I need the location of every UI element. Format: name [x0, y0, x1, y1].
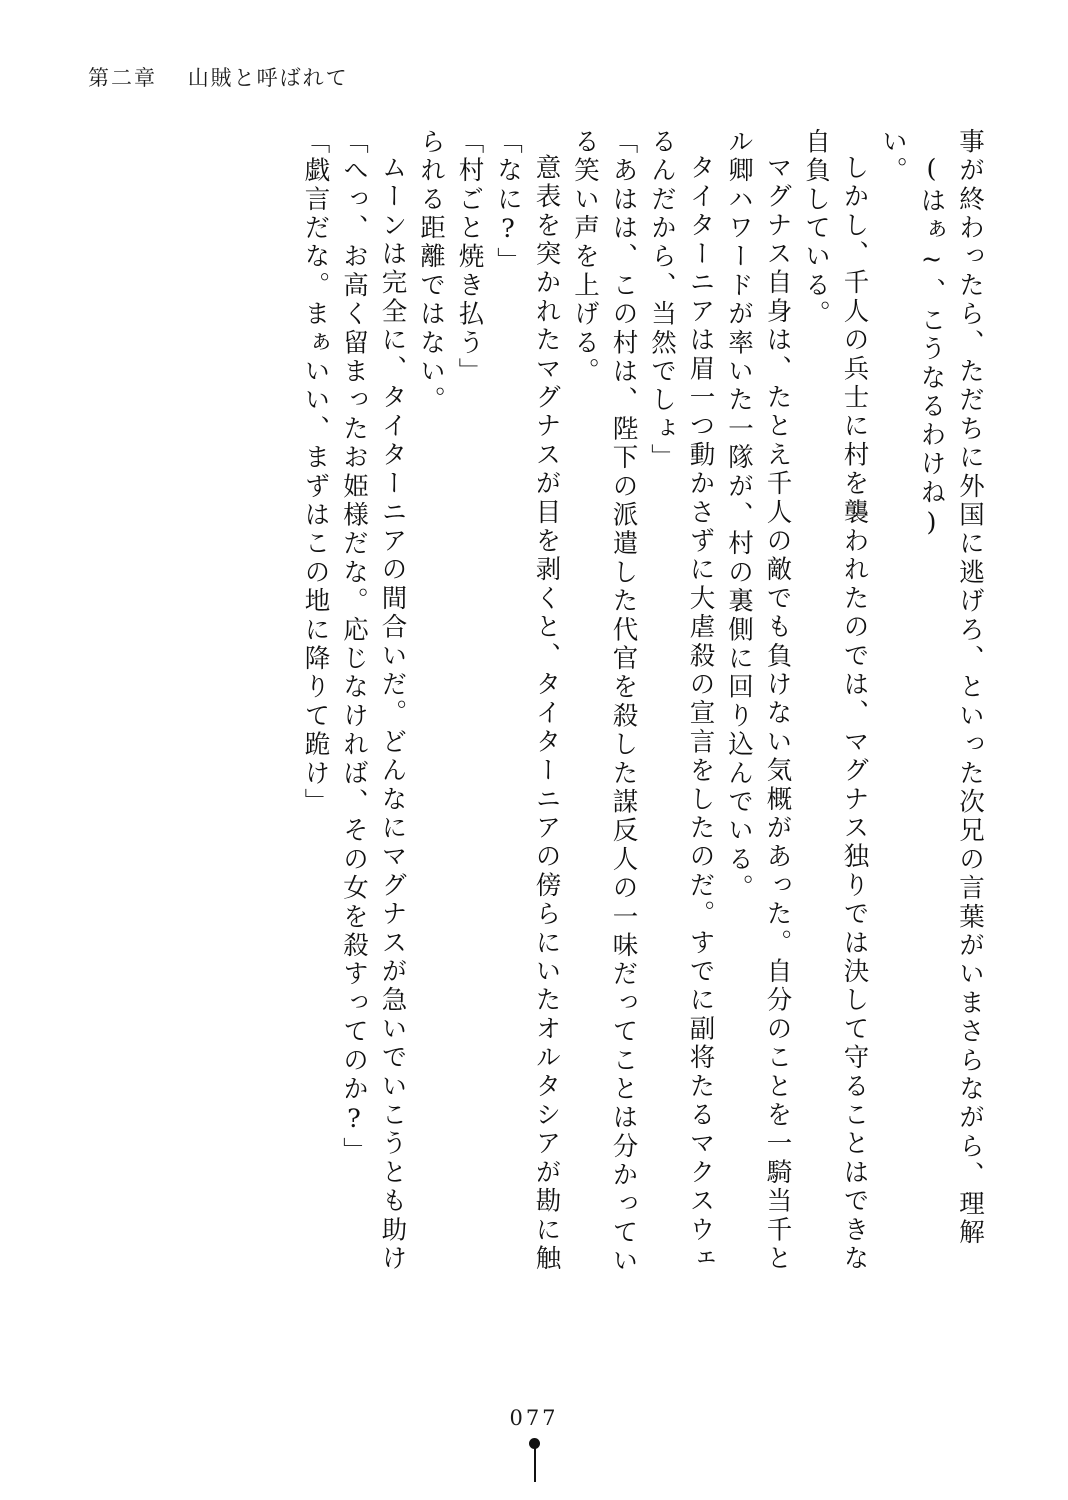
text-column: タイターニアは眉一つ動かさずに大虐殺の宣言をしたのだ。すでに副将たるマクスウェ [685, 154, 716, 1274]
text-column: 「へっ、お高く留まったお姫様だな。応じなければ、その女を殺すってのか?」 [339, 128, 369, 1166]
text-column: (はぁ~、こうなるわけね) [916, 154, 947, 541]
chapter-title: 山賊と呼ばれて [187, 66, 349, 90]
text-column: 自負している。 [801, 128, 831, 329]
running-header [88, 62, 349, 92]
footer-stem-icon [534, 1448, 536, 1482]
text-column: しかし、千人の兵士に村を襲われたのでは、マグナス独りでは決して守ることはできな [839, 154, 870, 1274]
text-column: 「戯言だな。まぁいい、まずはこの地に降りて跪け」 [300, 128, 331, 817]
text-column: 意表を突かれたマグナスが目を剥くと、タイターニアの傍らにいたオルタシアが勘に触 [531, 154, 562, 1274]
text-column: られる距離ではない。 [416, 128, 446, 415]
text-column: る笑い声を上げる。 [570, 128, 600, 387]
chapter-number: 第二章 [88, 66, 157, 90]
text-column: ムーンは完全に、タイターニアの間合いだ。どんなにマグナスが急いでいこうとも助け [377, 154, 408, 1274]
text-column: 「村ごと焼き払う」 [454, 128, 485, 387]
text-column: るんだから、当然でしょ」 [647, 128, 677, 473]
text-column: ル卿ハワードが率いた一隊が、村の裏側に回り込んでいる。 [724, 128, 754, 903]
text-column: マグナス自身は、たとえ千人の敵でも負けない気概があった。自分のことを一騎当千と [762, 154, 793, 1274]
page-number: 077 [509, 1406, 559, 1430]
vertical-text-body [289, 128, 985, 1368]
text-column: 「なに?」 [493, 128, 523, 276]
text-column: 事が終わったら、ただちに外国に逃げろ、といった次兄の言葉がいまさらながら、理解 [955, 128, 985, 1248]
text-column: い。 [878, 128, 908, 186]
text-column: 「あはは、この村は、陛下の派遣した代官を殺した謀反人の一味だってことは分かってい [608, 128, 639, 1276]
footer-ornament-icon [529, 1438, 539, 1482]
